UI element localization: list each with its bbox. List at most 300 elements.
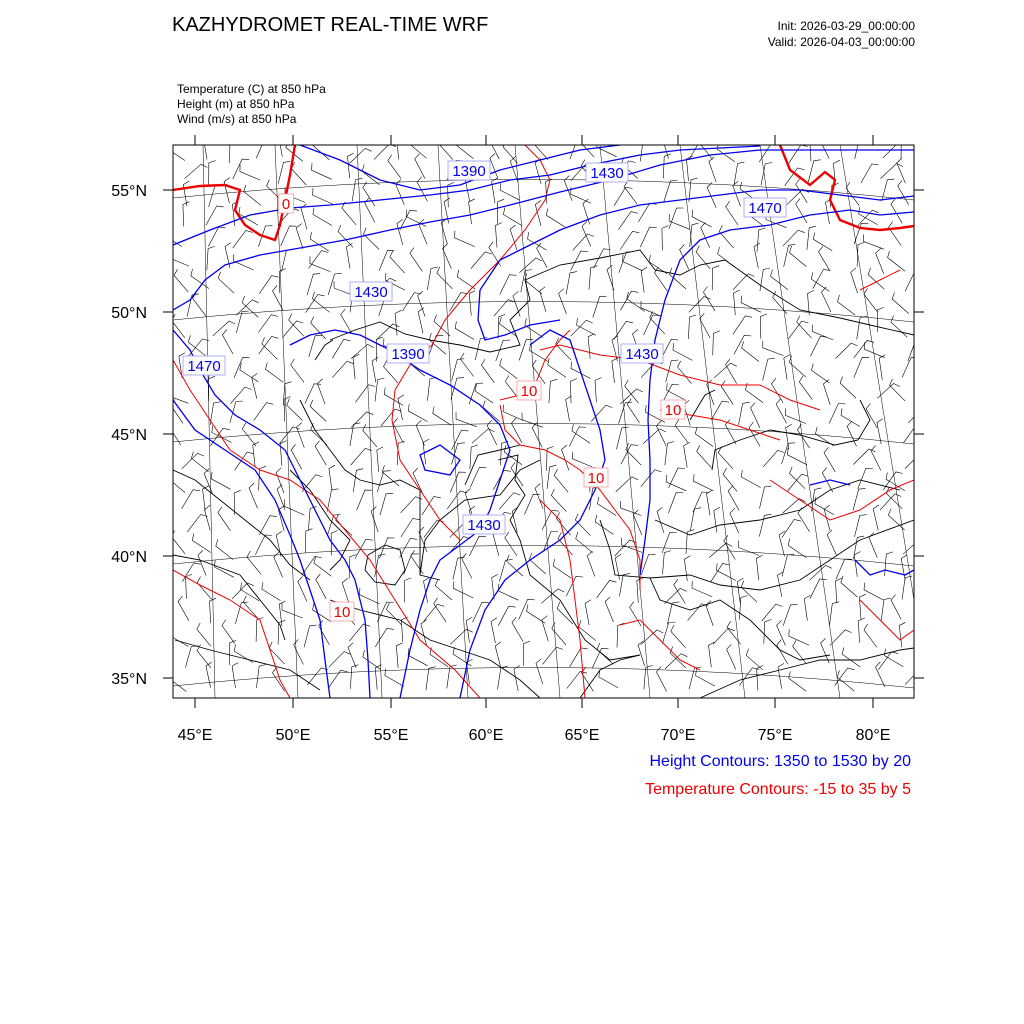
wind-barb <box>697 445 712 468</box>
wind-barb <box>739 402 750 425</box>
wind-barb <box>401 518 420 537</box>
wind-barb <box>210 428 230 446</box>
wind-barb <box>314 556 332 576</box>
wind-barb <box>612 358 618 383</box>
wind-barb <box>523 641 530 666</box>
wind-barb <box>902 357 918 377</box>
wind-barb <box>503 405 523 421</box>
wind-barb <box>310 257 330 272</box>
wind-barb <box>256 665 266 689</box>
wind-barb <box>824 447 835 472</box>
wind-barb <box>289 314 304 336</box>
wind-barb <box>302 556 321 574</box>
wind-barb <box>396 643 402 668</box>
wind-barb <box>209 161 216 186</box>
wind-barb <box>784 355 790 380</box>
wind-barb <box>499 560 512 582</box>
wind-barb <box>282 249 294 271</box>
wind-barb <box>726 201 738 225</box>
wind-barb <box>819 246 830 270</box>
wind-barb <box>297 423 305 448</box>
wind-barb <box>424 604 445 621</box>
wind-barb <box>313 139 330 160</box>
lon-label: 75°E <box>757 727 793 744</box>
wind-barb <box>282 603 302 618</box>
wind-barb <box>206 206 224 225</box>
wind-barb <box>377 602 393 622</box>
wind-barb <box>621 445 638 465</box>
temperature-legend: Temperature Contours: -15 to 35 by 5 <box>645 781 911 798</box>
wind-barb <box>668 493 683 514</box>
wind-barb <box>665 588 687 603</box>
wind-barb <box>741 581 757 603</box>
wind-barb <box>667 383 686 400</box>
wind-barb <box>281 226 297 246</box>
wind-barb <box>890 379 906 401</box>
wind-barb <box>666 360 679 382</box>
wind-barb <box>352 178 362 201</box>
wind-barb <box>183 202 190 227</box>
wind-barb <box>209 185 222 207</box>
wind-barb <box>734 162 744 185</box>
height-contour-label: 1390 <box>452 163 486 180</box>
wind-barb <box>891 199 902 224</box>
wind-barb <box>317 379 325 404</box>
wind-barb <box>240 363 258 382</box>
wind-barb <box>597 580 617 598</box>
wind-barb <box>462 554 472 579</box>
wind-barb <box>385 669 404 687</box>
wind-barb <box>207 246 215 270</box>
wind-barb <box>542 616 549 641</box>
wind-barb <box>865 342 885 357</box>
wind-barb <box>674 579 686 603</box>
wind-barb <box>756 555 762 580</box>
wind-barb <box>256 618 263 642</box>
wind-barbs <box>163 131 929 691</box>
wind-barb <box>396 180 405 205</box>
wind-barb <box>669 468 685 488</box>
wind-barb <box>858 468 873 489</box>
wind-barb <box>230 139 237 163</box>
wind-barb <box>259 337 279 355</box>
wind-barb <box>491 618 497 643</box>
wind-barb <box>694 474 714 491</box>
wind-barb <box>641 470 662 487</box>
field-temperature: Temperature (C) at 850 hPa <box>177 82 326 96</box>
wind-barb <box>671 625 686 648</box>
wind-barb <box>762 604 783 621</box>
wind-barb <box>213 321 236 336</box>
wind-barb <box>785 168 805 186</box>
wind-barb <box>380 493 393 515</box>
wind-barb <box>240 165 260 181</box>
temperature-contour-label: 10 <box>587 470 605 487</box>
lat-label: 40°N <box>111 549 147 566</box>
wind-barb <box>742 341 759 361</box>
field-wind: Wind (m/s) at 850 hPa <box>177 112 297 126</box>
wind-barb <box>216 539 233 559</box>
wind-barb <box>640 227 656 247</box>
wind-barb <box>305 529 312 553</box>
wind-barb <box>364 228 380 250</box>
wind-barb <box>170 629 189 647</box>
wind-barb <box>310 400 326 422</box>
wind-barb <box>349 148 371 163</box>
temperature-contour-label: 0 <box>281 196 291 213</box>
wind-barb <box>864 624 877 648</box>
wind-barb <box>540 287 546 312</box>
wind-barb <box>797 316 812 339</box>
wind-barb <box>535 159 541 184</box>
wind-barb <box>618 212 637 230</box>
wind-barb <box>504 208 523 226</box>
wind-barb <box>233 159 249 179</box>
parallel-line <box>173 545 914 566</box>
wind-barb <box>500 275 517 295</box>
wind-barb <box>876 662 885 687</box>
wind-barb <box>796 199 807 223</box>
wind-barb <box>776 399 787 424</box>
wind-barb <box>551 489 566 511</box>
wind-barb <box>296 224 303 249</box>
wind-barb <box>471 252 492 269</box>
wind-barb <box>236 311 249 333</box>
map-frame <box>173 145 914 698</box>
wind-barb <box>309 335 322 357</box>
wind-barb <box>713 628 735 644</box>
lat-label: 50°N <box>111 305 147 322</box>
wind-barb <box>899 622 905 647</box>
wind-barb <box>441 219 447 244</box>
wind-barb <box>329 465 335 490</box>
wind-barb <box>855 137 867 160</box>
wind-barb <box>377 471 391 493</box>
wind-barb <box>625 380 639 403</box>
wind-barb <box>619 252 633 273</box>
wind-barb <box>908 341 923 362</box>
wind-barb <box>789 246 806 267</box>
wind-barb <box>812 364 830 384</box>
wind-barb <box>332 340 350 359</box>
wind-barb <box>168 389 189 404</box>
wind-barb <box>513 291 520 316</box>
wind-barb <box>522 413 543 428</box>
wind-barb <box>572 452 592 467</box>
wind-barb <box>262 337 278 359</box>
wind-barb <box>786 408 806 423</box>
wind-barb <box>310 232 329 251</box>
wind-barb <box>577 318 596 335</box>
meridian-line <box>840 145 930 698</box>
wind-barb <box>242 296 258 317</box>
wind-barb <box>315 441 326 465</box>
wind-barb <box>495 223 501 248</box>
wind-barb <box>342 578 349 603</box>
wind-barb <box>741 470 760 488</box>
wind-barb <box>469 199 475 224</box>
wind-barb <box>724 535 736 559</box>
wind-barb <box>498 199 505 224</box>
wind-barb <box>280 441 286 466</box>
wind-barb <box>388 155 401 179</box>
wind-barb <box>460 353 473 376</box>
wind-barb <box>836 559 852 579</box>
wind-barb <box>533 137 548 160</box>
wind-barb <box>466 617 472 642</box>
wind-barb <box>562 445 569 470</box>
wind-barb <box>327 489 338 512</box>
wind-barb <box>427 267 438 290</box>
meridian-line <box>515 145 560 698</box>
wind-barb <box>397 134 403 159</box>
wind-barb <box>680 245 689 270</box>
wind-barb <box>167 141 185 160</box>
wind-barb <box>745 383 763 403</box>
wind-barb <box>535 484 543 509</box>
height-contour-label: 1470 <box>748 200 782 217</box>
wind-barb <box>450 472 466 492</box>
wind-barb <box>695 427 713 447</box>
wind-barb <box>537 243 548 268</box>
wind-barb <box>901 134 908 159</box>
wind-barb <box>525 494 541 514</box>
wind-barb <box>371 507 378 532</box>
wind-barb <box>372 357 378 382</box>
wind-barb <box>178 596 189 621</box>
wind-barb <box>307 668 328 685</box>
wind-barb <box>350 423 361 446</box>
height-contour-label: 1470 <box>187 358 221 375</box>
wind-barb <box>402 617 408 642</box>
wind-barb <box>255 535 272 555</box>
wind-barb <box>287 399 303 421</box>
wind-barb <box>799 376 812 400</box>
wind-barb <box>554 469 568 492</box>
wind-barb <box>258 315 278 333</box>
wind-barb <box>664 181 678 202</box>
wind-barb <box>426 667 436 691</box>
wind-barb <box>427 377 436 401</box>
wind-barb <box>673 343 692 360</box>
meridian-line <box>680 145 745 698</box>
height-legend: Height Contours: 1350 to 1530 by 20 <box>649 753 911 770</box>
wind-barb <box>684 442 690 467</box>
temperature-contour-label: 10 <box>520 383 538 400</box>
wind-barb <box>881 164 903 179</box>
wind-barb <box>521 270 532 293</box>
wind-barb <box>666 475 686 491</box>
height-contour-label: 1430 <box>625 346 659 363</box>
wind-barb <box>709 157 716 182</box>
wind-barb <box>328 273 341 295</box>
wind-barb <box>529 553 545 574</box>
wind-barb <box>857 242 865 266</box>
wind-barb <box>617 623 624 647</box>
wind-barb <box>905 669 927 685</box>
wind-barb <box>657 507 664 532</box>
wind-barb <box>888 251 905 271</box>
wind-barb <box>494 300 515 317</box>
wind-barb <box>827 530 836 555</box>
height-contour-label: 1430 <box>467 517 501 534</box>
wind-barb <box>403 293 422 312</box>
wind-barb <box>760 314 767 339</box>
wind-barb <box>203 134 209 159</box>
wind-barb <box>718 247 735 267</box>
wind-barb <box>662 533 677 554</box>
wind-barb <box>500 441 508 465</box>
wind-barb <box>621 538 642 553</box>
wind-barb <box>375 378 384 402</box>
wind-barb <box>211 472 230 489</box>
wind-barb <box>588 334 594 359</box>
wind-barb <box>688 604 709 621</box>
wind-barb <box>663 551 672 575</box>
lat-label: 45°N <box>111 427 147 444</box>
wind-barb <box>559 289 567 314</box>
wind-barb <box>616 427 628 449</box>
wind-barb <box>342 202 356 225</box>
wind-barb <box>350 665 358 689</box>
wind-barb <box>643 429 666 444</box>
wind-barb <box>346 243 352 268</box>
wind-barb <box>798 508 810 532</box>
wind-barb <box>313 208 332 226</box>
wind-barb <box>573 234 594 250</box>
wind-barb <box>353 354 359 379</box>
wind-barb <box>709 642 715 667</box>
wind-barb <box>198 550 206 575</box>
wind-barb <box>864 288 877 312</box>
wind-barb <box>230 640 237 665</box>
wind-barb <box>881 598 891 621</box>
wind-barb <box>553 559 571 578</box>
wind-barb <box>273 667 285 691</box>
wind-barb <box>519 599 535 619</box>
wind-barb <box>853 449 875 465</box>
lon-label: 45°E <box>177 727 213 744</box>
wind-barb <box>278 131 284 156</box>
wind-barb <box>566 272 577 295</box>
lon-label: 70°E <box>660 727 696 744</box>
wind-barb <box>749 422 760 447</box>
wind-barb <box>901 555 907 580</box>
wind-barb <box>434 598 446 622</box>
wind-barb <box>641 267 647 292</box>
wind-barb <box>713 331 720 355</box>
wind-barb <box>571 379 577 404</box>
wind-barb <box>871 446 881 471</box>
wind-barb <box>789 356 805 377</box>
wind-barb <box>465 489 472 514</box>
wind-barb <box>351 448 372 465</box>
map-title: KAZHYDROMET REAL-TIME WRF <box>172 14 489 36</box>
wind-barb <box>433 407 452 426</box>
wind-barb <box>429 333 446 354</box>
wind-barb <box>558 532 573 555</box>
wind-barb <box>222 330 233 355</box>
wind-barb <box>543 647 564 664</box>
meridian-line <box>203 145 215 698</box>
wind-barb <box>500 183 519 200</box>
wind-barb <box>667 602 679 625</box>
wind-barb <box>692 581 712 597</box>
wind-barb <box>262 582 281 600</box>
meridian-line <box>760 145 840 698</box>
wind-barb <box>490 154 498 179</box>
wind-barb <box>182 563 200 582</box>
meridian-line <box>600 145 650 698</box>
wind-barb <box>408 648 427 665</box>
wind-barb <box>669 214 689 229</box>
wind-barb <box>569 427 586 447</box>
wind-barb <box>714 507 720 532</box>
wind-barb <box>819 134 829 159</box>
wind-barb <box>579 620 596 641</box>
wind-barb <box>469 291 475 316</box>
wind-barb <box>763 450 784 467</box>
wind-barb <box>599 670 618 688</box>
wind-barb <box>816 427 834 446</box>
wind-barb <box>701 223 710 248</box>
wind-barb <box>204 469 212 494</box>
lat-label: 35°N <box>111 671 147 688</box>
wind-barb <box>174 269 188 292</box>
wind-barb <box>841 408 860 426</box>
wind-barb <box>247 551 261 574</box>
wind-barb <box>301 204 307 229</box>
wind-barb <box>415 154 425 179</box>
wind-barb <box>222 620 235 644</box>
wind-barb <box>512 617 523 641</box>
wind-barb <box>327 515 340 537</box>
wind-barb <box>739 541 760 556</box>
wind-barb <box>619 573 630 596</box>
wind-barb <box>905 453 927 469</box>
wind-barb <box>616 477 638 492</box>
wind-barb <box>838 295 856 315</box>
wind-barb <box>453 581 473 598</box>
wind-barb <box>772 378 784 402</box>
wind-barb <box>790 467 806 489</box>
wind-barb <box>786 424 792 449</box>
wind-barb <box>783 605 797 626</box>
wind-barb <box>397 219 403 244</box>
wind-barb <box>777 620 786 645</box>
wind-barb <box>615 540 637 556</box>
wind-barb <box>830 602 840 626</box>
wind-barb <box>363 182 375 206</box>
wind-barb <box>191 452 208 472</box>
wind-barb <box>475 384 493 403</box>
wind-barb <box>456 412 477 427</box>
wind-barb <box>823 380 830 405</box>
wind-barb <box>804 595 810 620</box>
height-contour-labels <box>183 161 786 534</box>
wind-barb <box>498 606 515 625</box>
wind-barb <box>620 231 639 249</box>
wind-barb <box>841 576 858 597</box>
wind-barb <box>592 648 608 668</box>
wind-barb <box>593 296 607 317</box>
lat-label: 55°N <box>111 183 147 200</box>
wind-barb <box>455 321 474 339</box>
wind-barb <box>782 554 794 576</box>
wind-barb <box>410 248 423 272</box>
wind-barb <box>505 532 517 556</box>
height-contour-label: 1430 <box>590 165 624 182</box>
